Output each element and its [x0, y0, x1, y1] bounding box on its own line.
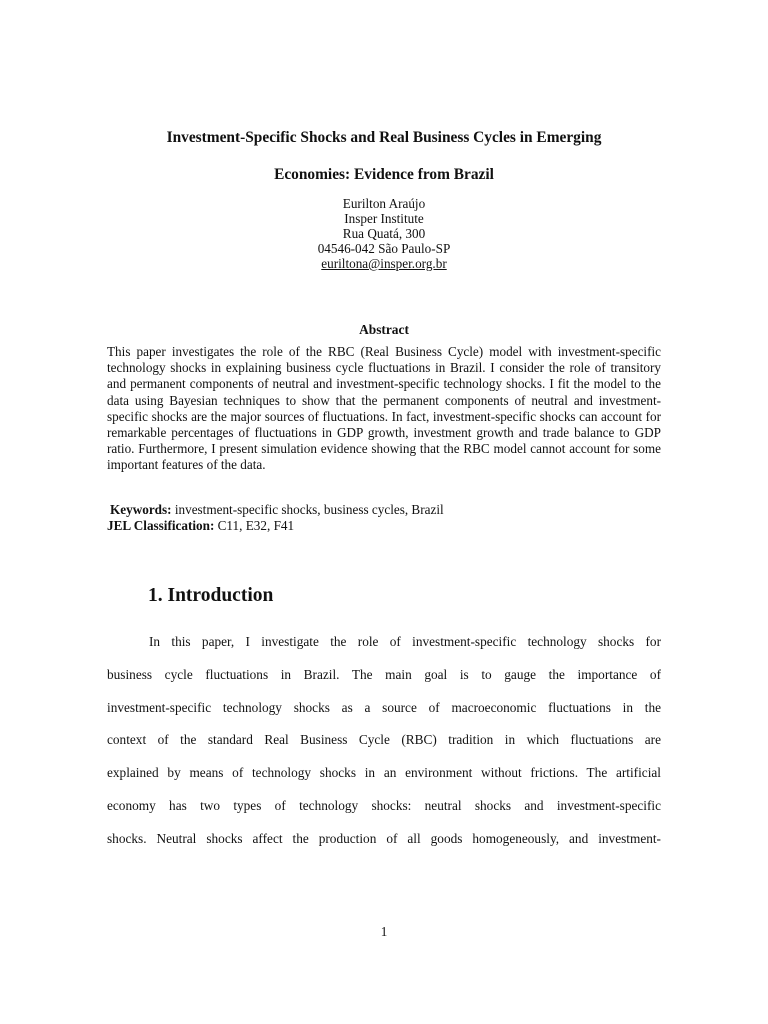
author-address-city: 04546-042 São Paulo-SP	[317, 241, 451, 256]
intro-line: business cycle fluctuations in Brazil. The main goal is to gauge the importance of	[107, 666, 661, 682]
intro-line: explained by means of technology shocks in an environment without frictions. The artificial	[107, 765, 661, 781]
author-institution: Insper Institute	[344, 211, 424, 226]
intro-line: shocks. Neutral shocks affect the production of all goods homogeneously, and investment-	[107, 830, 661, 846]
intro-line: economy has two types of technology shocks: neutral shocks and investment-specific	[107, 797, 661, 813]
section-heading-introduction: 1. Introduction	[148, 585, 274, 606]
page-number: 1	[380, 924, 388, 939]
jel-line	[107, 518, 661, 534]
intro-line: context of the standard Real Business Cycle (RBC) tradition in which fluctuations are	[107, 732, 661, 748]
author-address-street: Rua Quatá, 300	[342, 226, 426, 241]
author-name: Eurilton Araújo	[342, 196, 426, 211]
intro-line: investment-specific technology shocks as a source of macroeconomic fluctuations in the	[107, 699, 661, 715]
keywords-label: Keywords:	[110, 502, 172, 517]
intro-line: In this paper, I investigate the role of investment-specific technology shocks for	[149, 634, 661, 649]
paper-title-line-2: Economies: Evidence from Brazil	[274, 166, 494, 183]
jel-label: JEL Classification:	[107, 518, 215, 533]
author-email-link[interactable]: euriltona@insper.org.br	[321, 256, 447, 271]
introduction-paragraph	[107, 626, 661, 856]
paper-title-line-1: Investment-Specific Shocks and Real Business Cycles in Emerging	[166, 129, 602, 146]
keywords-block	[107, 502, 661, 534]
keywords-line	[107, 502, 661, 518]
author-block	[234, 196, 534, 271]
abstract-text: This paper investigates the role of the RBC (Real Business Cycle) model with investment-specific technology shocks in explaining business cycle fluctuations in Brazil. I consider the role of transitory and permanent components of neutral and investment-specific technology shocks. I fit the model to the data using Bayesian techniques to show that the permanent components of neutral and investment-specific shocks are the major sources of fluctuations. In fact, investment-specific shocks can account for remarkable percentages of fluctuations in GDP growth, investment growth and trade balance to GDP ratio. Furthermore, I present simulation evidence showing that the RBC model cannot account for some important features of the data.	[107, 344, 661, 473]
keywords-value: investment-specific shocks, business cycles, Brazil	[171, 502, 444, 517]
jel-value: C11, E32, F41	[214, 518, 295, 533]
abstract-heading: Abstract	[359, 322, 409, 337]
